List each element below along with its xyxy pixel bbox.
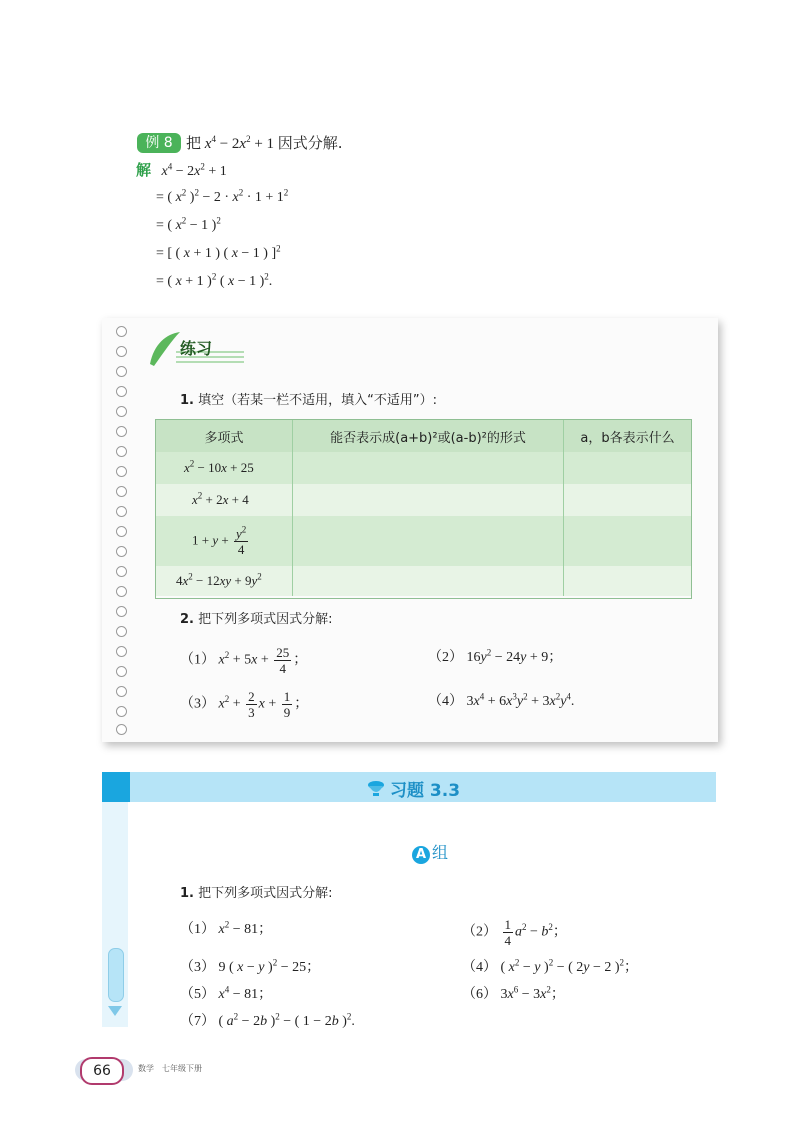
solution-line-1: = ( $x^2$ )$^2 - 2 \cdot x^2 \cdot 1 + 1^2$: [156, 187, 289, 205]
exercise-item: （2） $\frac{1}{4}$ $a^2 - b^2$；: [462, 917, 567, 948]
table-row: 1 + y + $\frac{y^2}{4}$: [156, 516, 691, 566]
practice-q1: 1. 填空（若某一栏不适用，填入“不适用”）:: [180, 393, 437, 408]
practice-q2: 2. 把下列多项式因式分解:: [180, 612, 333, 627]
example-statement: 把 $x^4 - 2x^2 + 1$ 因式分解.: [186, 134, 343, 152]
factor-table: [155, 419, 692, 599]
cup-icon: [366, 778, 386, 798]
exercise-item: （7） ( $a^2 - 2b$ )$^2$ − ( 1 − 2b )$^2$.: [180, 1011, 355, 1029]
table-header: 多项式: [156, 420, 293, 452]
solution-line-3: = [ ( x + 1 ) ( x − 1 ) ]$^2$: [156, 243, 281, 261]
table-row: $x^2 + 2x + 4$: [156, 484, 691, 516]
solution-line-2: = ( $x^2 - 1$ )$^2$: [156, 215, 221, 233]
exercise-item: （5） $x^4 - 81$；: [180, 984, 273, 1002]
practice-q2-item: （2） $16y^2 - 24y + 9$；: [428, 647, 563, 665]
practice-q2-item: （1） $x^2 + 5x$ + $\frac{25}{4}$ ；: [180, 645, 308, 676]
exercise-title: 习题 3.3: [390, 781, 461, 801]
scroll-decoration-icon: [108, 948, 124, 1002]
book-title: 数学 七年级下册: [138, 1064, 202, 1073]
solution-line-0: 解 $x^4 - 2x^2 + 1$: [136, 161, 227, 179]
group-a-label: A 组: [412, 840, 448, 864]
exercise-item: （1） $x^2 - 81$；: [180, 919, 273, 937]
table-row: $4x^2 - 12xy + 9y^2$: [156, 566, 691, 596]
example-badge: 例 8: [137, 133, 181, 153]
table-header: 能否表示成(a+b)²或(a-b)²的形式: [293, 420, 564, 452]
exercise-item: （4） ( $x^2 - y$ )$^2$ − ( 2y − 2 )$^2$；: [462, 957, 639, 975]
table-header: a，b各表示什么: [580, 430, 675, 446]
exercise-item: （6） $3x^6 - 3x^2$；: [462, 984, 565, 1002]
table-row: $x^2 - 10x + 25$: [156, 452, 691, 484]
practice-q2-item: （3） $x^2$ + $\frac{2}{3}$ x + $\frac{1}{9}$ ；: [180, 689, 309, 720]
exercise-header-accent: [102, 772, 130, 802]
page-number: 66: [80, 1057, 124, 1085]
arrow-down-icon: [108, 1006, 122, 1016]
practice-title: 练习: [180, 339, 213, 358]
exercise-q1: 1. 把下列多项式因式分解:: [180, 886, 333, 901]
solution-line-4: = ( x + 1 )$^2$ ( x − 1 )$^2$.: [156, 271, 273, 289]
exercise-item: （3） 9 ( x − y )$^2$ − 25；: [180, 957, 321, 975]
practice-q2-item: （4） $3x^4 + 6x^3y^2 + 3x^2y^4$.: [428, 691, 575, 709]
